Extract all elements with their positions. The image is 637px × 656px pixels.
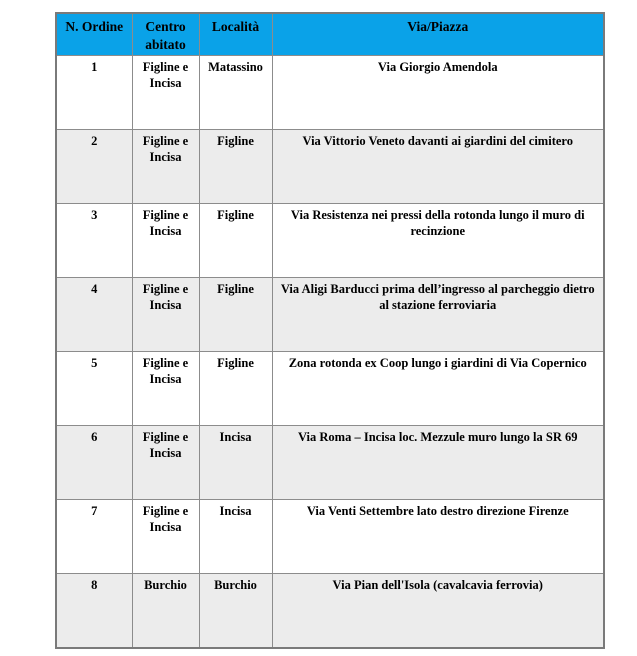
cell-localita: Figline: [199, 352, 272, 426]
table-row: [56, 426, 604, 500]
cell-via-piazza: Via Aligi Barducci prima dell’ingresso al parcheggio dietro al stazione ferroviaria: [272, 278, 604, 352]
table-header-row: [56, 13, 604, 56]
locations-table: [55, 12, 605, 649]
cell-via-piazza: Via Venti Settembre lato destro direzione Firenze: [272, 500, 604, 574]
cell-via-piazza: Via Roma – Incisa loc. Mezzule muro lungo la SR 69: [272, 426, 604, 500]
cell-centro-abitato: Figline e Incisa: [132, 56, 199, 130]
cell-localita: Burchio: [199, 574, 272, 649]
cell-centro-abitato: Figline e Incisa: [132, 500, 199, 574]
table-row: [56, 56, 604, 130]
cell-centro-abitato: Figline e Incisa: [132, 204, 199, 278]
cell-localita: Figline: [199, 278, 272, 352]
cell-n-ordine: 4: [56, 278, 132, 352]
cell-centro-abitato: Burchio: [132, 574, 199, 649]
cell-localita: Incisa: [199, 426, 272, 500]
cell-via-piazza: Zona rotonda ex Coop lungo i giardini di Via Copernico: [272, 352, 604, 426]
cell-via-piazza: Via Vittorio Veneto davanti ai giardini del cimitero: [272, 130, 604, 204]
table-row: [56, 278, 604, 352]
cell-n-ordine: 6: [56, 426, 132, 500]
column-header-localita: Località: [199, 13, 272, 56]
cell-n-ordine: 1: [56, 56, 132, 130]
table-row: [56, 574, 604, 649]
cell-n-ordine: 3: [56, 204, 132, 278]
table-row: [56, 352, 604, 426]
table-row: [56, 204, 604, 278]
cell-localita: Figline: [199, 204, 272, 278]
cell-localita: Matassino: [199, 56, 272, 130]
cell-centro-abitato: Figline e Incisa: [132, 426, 199, 500]
cell-centro-abitato: Figline e Incisa: [132, 352, 199, 426]
table-row: [56, 130, 604, 204]
cell-via-piazza: Via Pian dell'Isola (cavalcavia ferrovia): [272, 574, 604, 649]
column-header-via-piazza: Via/Piazza: [272, 13, 604, 56]
cell-via-piazza: Via Resistenza nei pressi della rotonda lungo il muro di recinzione: [272, 204, 604, 278]
column-header-centro-abitato: Centro abitato: [132, 13, 199, 56]
cell-centro-abitato: Figline e Incisa: [132, 278, 199, 352]
cell-n-ordine: 2: [56, 130, 132, 204]
cell-n-ordine: 7: [56, 500, 132, 574]
cell-n-ordine: 5: [56, 352, 132, 426]
cell-centro-abitato: Figline e Incisa: [132, 130, 199, 204]
cell-via-piazza: Via Giorgio Amendola: [272, 56, 604, 130]
table-body: [56, 56, 604, 649]
table-row: [56, 500, 604, 574]
cell-localita: Incisa: [199, 500, 272, 574]
cell-n-ordine: 8: [56, 574, 132, 649]
column-header-n-ordine: N. Ordine: [56, 13, 132, 56]
cell-localita: Figline: [199, 130, 272, 204]
